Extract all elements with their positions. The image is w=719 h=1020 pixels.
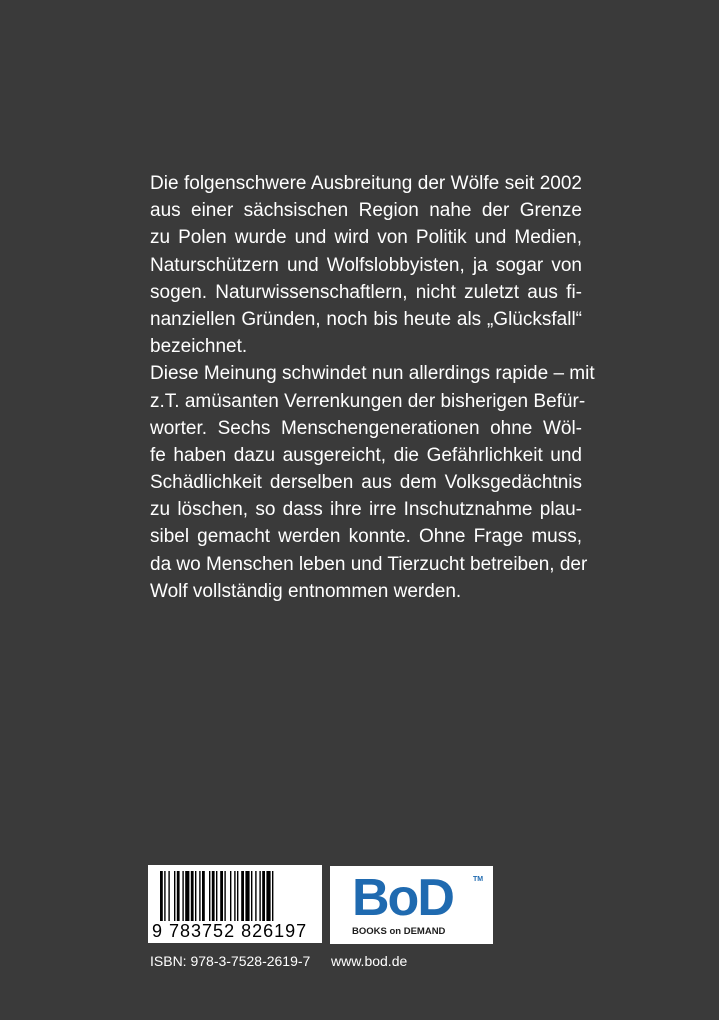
barcode-bar xyxy=(259,871,260,921)
barcode-bar xyxy=(191,871,194,921)
barcode-bar xyxy=(255,871,256,921)
blurb-line: Schädlichkeit derselben aus dem Volksgedächtnis xyxy=(150,472,582,494)
barcode-bar xyxy=(272,871,273,921)
barcode-bar xyxy=(199,871,200,921)
blurb-line: da wo Menschen leben und Tierzucht betreiben, der xyxy=(150,553,588,575)
blurb-line: Diese Meinung schwindet nun allerdings rapide – mit xyxy=(150,363,595,385)
blurb-line: Wolf vollständig entnommen werden. xyxy=(150,580,462,602)
trademark-symbol: TM xyxy=(473,876,484,883)
barcode-bar xyxy=(262,871,265,921)
barcode-bar xyxy=(174,871,175,921)
barcode-bar xyxy=(251,871,252,921)
publisher-tagline: BOOKS on DEMAND xyxy=(352,926,446,937)
blurb-line: bezeichnet. xyxy=(150,336,248,358)
barcode-bar xyxy=(195,871,196,921)
barcode-bar xyxy=(234,871,235,921)
blurb-line: zu löschen, so dass ihre irre Inschutznahme plau- xyxy=(150,499,582,521)
barcode-bar xyxy=(266,871,270,921)
barcode-bar xyxy=(237,871,238,921)
barcode-bars xyxy=(148,865,322,923)
blurb-line: sogen. Naturwissenschaftlern, nicht zuletzt aus fi- xyxy=(150,281,582,303)
barcode-bar xyxy=(160,871,163,921)
barcode-bar xyxy=(177,871,180,921)
blurb-line: fe haben dazu ausgereicht, die Gefährlichkeit und xyxy=(150,444,582,466)
blurb-line: Die folgenschwere Ausbreitung der Wölfe seit 2002 xyxy=(150,173,582,194)
blurb-line: nanziellen Gründen, noch bis heute als „Glücksfall“ xyxy=(150,308,582,330)
barcode-bar xyxy=(202,871,205,921)
barcode-bar xyxy=(216,871,217,921)
blurb-line: zu Polen wurde und wird von Politik und Medien, xyxy=(150,227,582,249)
publisher-logo-mark: BoD xyxy=(352,869,453,927)
isbn-barcode xyxy=(148,865,322,943)
barcode-bar xyxy=(168,871,169,921)
barcode-bar xyxy=(241,871,244,921)
blurb-line: aus einer sächsischen Region nahe der Grenze xyxy=(150,200,582,222)
barcode-bar xyxy=(182,871,183,921)
barcode-bar xyxy=(185,871,189,921)
barcode-bar xyxy=(209,871,210,921)
blurb-line: z.T. amüsanten Verrenkungen der bisherigen Befür- xyxy=(150,390,586,412)
publisher-website: www.bod.de xyxy=(331,953,408,969)
blurb-line: Naturschützern und Wolfslobbyisten, ja sogar von xyxy=(150,254,582,276)
isbn-text: ISBN: 978-3-7528-2619-7 xyxy=(150,953,311,969)
blurb-text xyxy=(150,170,595,605)
barcode-bar xyxy=(245,871,249,921)
publisher-logo xyxy=(330,866,493,944)
blurb-line: sibel gemacht werden konnte. Ohne Frage muss, xyxy=(150,526,582,548)
barcode-bar xyxy=(212,871,215,921)
blurb-line: worter. Sechs Menschengenerationen ohne Wöl- xyxy=(150,417,582,439)
barcode-digits: 9 783752 826197 xyxy=(152,921,308,941)
barcode-bar xyxy=(230,871,231,921)
barcode-bar xyxy=(220,871,223,921)
barcode-bar xyxy=(164,871,165,921)
barcode-bar xyxy=(224,871,225,921)
